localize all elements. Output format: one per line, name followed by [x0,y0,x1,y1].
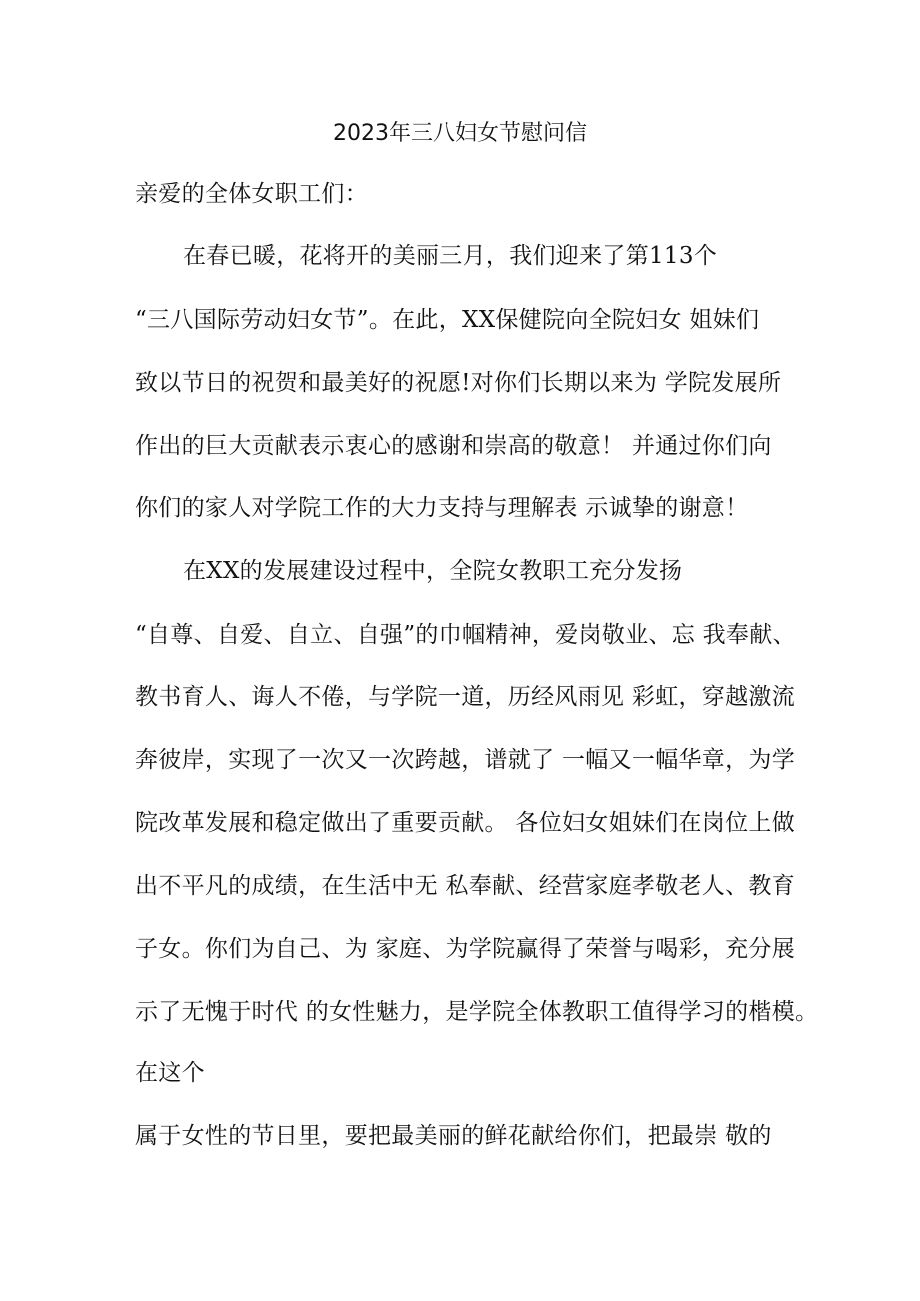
paragraph-line: “三八国际劳动妇女节”。在此，XX保健院向全院妇女 姐妹们 [135,307,760,333]
paragraph-line: 作出的巨大贡献表示衷心的感谢和崇高的敬意！ 并通过你们向 [135,433,772,459]
paragraph-line: 在春已暖，花将开的美丽三月，我们迎来了第113个 [183,243,718,269]
paragraph-line: 属于女性的节日里，要把最美丽的鲜花献给你们，把最崇 敬的 [135,1123,772,1149]
paragraph-line: 出不平凡的成绩，在生活中无 私奉献、经营家庭孝敬老人、教育 [135,873,796,899]
paragraph-line: 致以节日的祝贺和最美好的祝愿!对你们长期以来为 学院发展所 [135,370,782,396]
paragraph-line: 奔彼岸，实现了一次又一次跨越，谱就了 一幅又一幅华章，为学 [135,747,796,773]
salutation: 亲爱的全体女职工们： [135,181,368,207]
paragraph-line: “自尊、自爱、自立、自强”的巾帼精神，爱岗敬业、忘 我奉献、 [135,622,796,648]
paragraph-line: 子女。你们为自己、为 家庭、为学院赢得了荣誉与喝彩，充分展 [135,936,796,962]
paragraph-line: 院改革发展和稳定做出了重要贡献。 各位妇女姐妹们在岗位上做 [135,810,796,836]
paragraph-line: 在这个 [135,1060,205,1086]
paragraph-line: 在XX的发展建设过程中，全院女教职工充分发扬 [183,558,683,584]
letter-title: 2023年三八妇女节慰问信 [333,121,587,146]
paragraph-line: 教书育人、诲人不倦，与学院一道，历经风雨见 彩虹，穿越激流 [135,684,796,710]
paragraph-line: 你们的家人对学院工作的大力支持与理解表 示诚挚的谢意！ [135,495,749,521]
paragraph-line: 示了无愧于时代 的女性魅力，是学院全体教职工值得学习的楷模。 [135,999,819,1025]
